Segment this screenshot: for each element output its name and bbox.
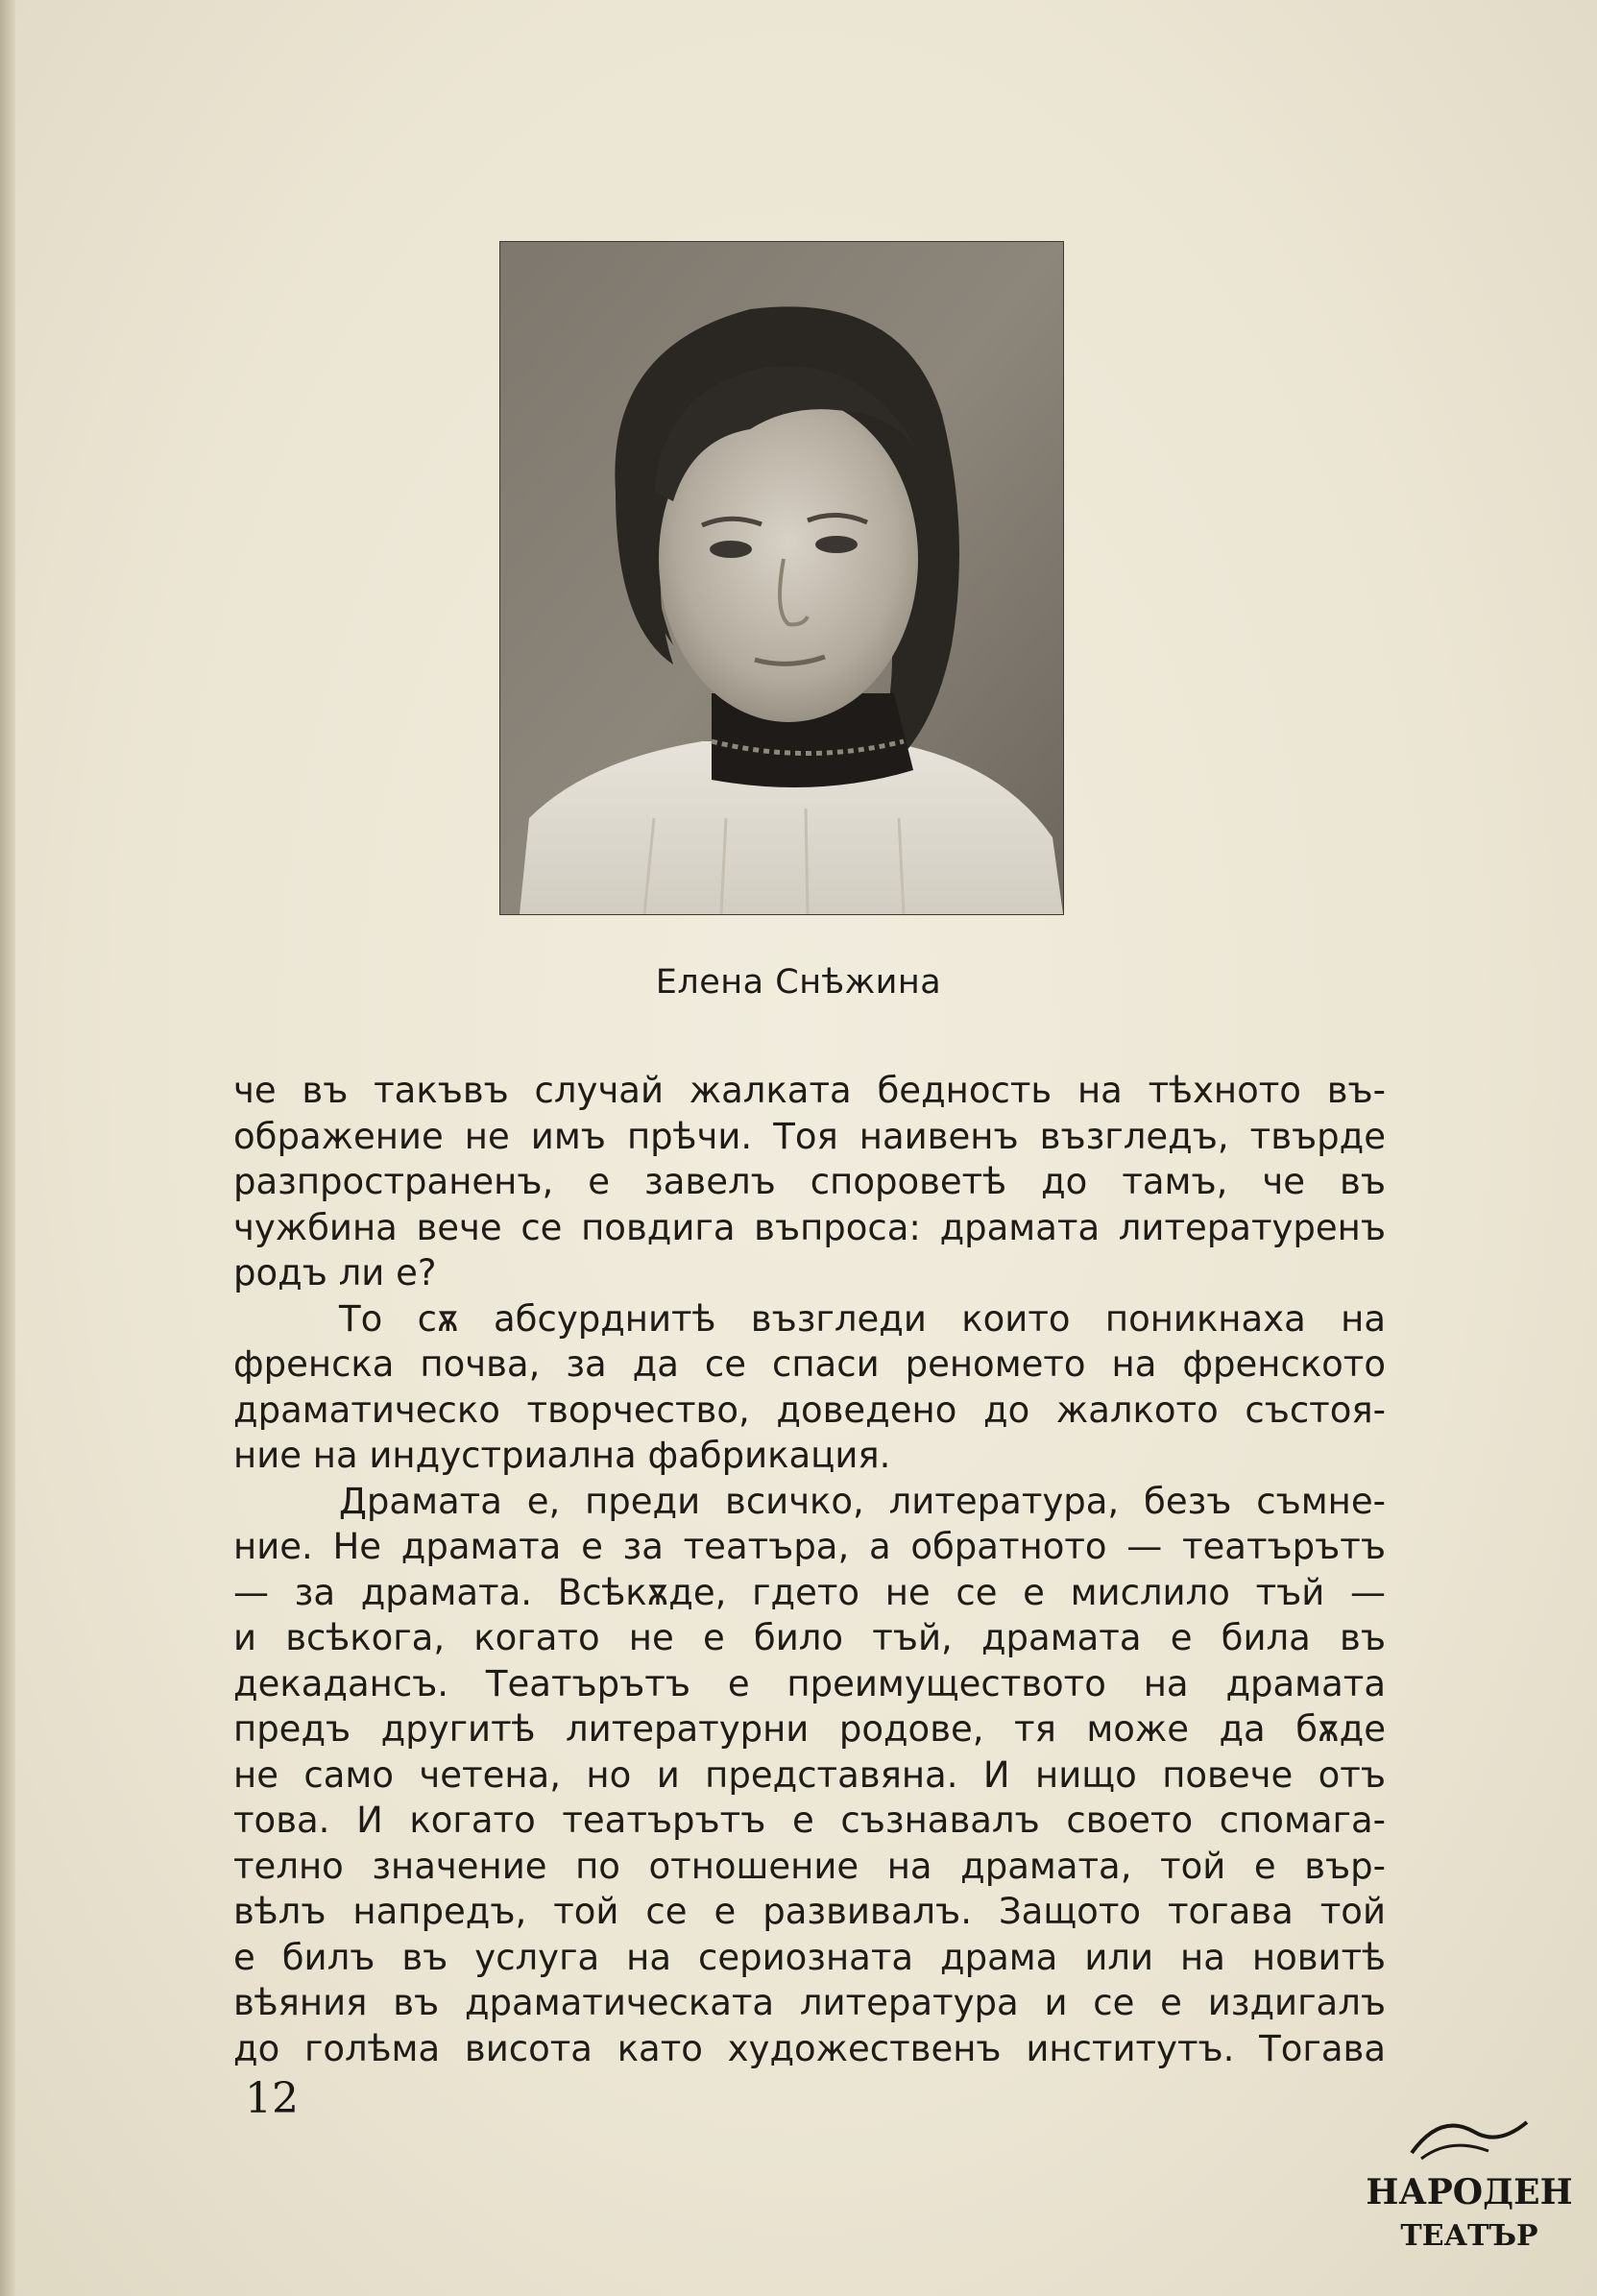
text-line: това. И когато театърътъ е съзнавалъ своето спомага- [233,1800,1386,1841]
text-line: ображение не имъ прѣчи. Тоя наивенъ възгледъ, твърде [233,1115,1386,1157]
paragraph [233,1479,1386,2072]
text-line: не само четена, но и представяна. И нищо повече отъ [233,1753,1386,1796]
text-line: ние. Не драмата е за театъра, а обратното — театърътъ [233,1526,1386,1567]
paragraph [233,1068,1386,1296]
page-number: 12 [245,2074,299,2123]
text-line: То сѫ абсурднитѣ възгледи които поникнаха на [339,1297,1386,1340]
text-line: родъ ли е? [233,1252,437,1293]
text-line: драматическо творчество, доведено до жалкото състоя- [233,1389,1386,1431]
text-line: предъ другитѣ литературни родове, тя може да бѫде [233,1708,1386,1750]
photo-caption: Елена Снѣжина [655,963,942,1002]
portrait-photo [500,242,1063,914]
text-line: че въ такъвъ случай жалката бедность на тѣхното въ- [233,1070,1386,1111]
text-line: Драмата е, преди всичко, литература, безъ съмне- [339,1480,1386,1522]
text-line: е билъ въ услуга на сериозната драма или на новитѣ [233,1936,1386,1978]
paragraph [233,1296,1386,1479]
svg-text:ТЕАТЪР: ТЕАТЪР [1400,2219,1538,2253]
theatre-stamp-logo [1366,2103,1573,2257]
text-line: декадансъ. Театърътъ е преимуществото на драмата [233,1662,1386,1704]
text-line: до голѣма висота като художественъ институтъ. Тогава [233,2027,1386,2069]
page-left-edge [0,0,15,2296]
text-line: разпространенъ, е завелъ споровeтѣ до тамъ, че въ [233,1161,1386,1202]
text-line: чужбина вече се повдига въпроса: драмата литературенъ [233,1206,1386,1248]
text-line: ние на индустриална фабрикация. [233,1435,891,1476]
text-line: и всѣкога, когато не е било тъй, драмата е била въ [233,1617,1386,1658]
text-line: вѣяния въ драматическата литература и се е издигалъ [233,1982,1386,2023]
text-line: телно значение по отношение на драмата, той е вър- [233,1845,1386,1887]
text-line: вѣлъ напредъ, той се е развивалъ. Защото тогава той [233,1891,1386,1932]
text-line: — за драмата. Всѣкѫде, гдето не се е мислило тъй — [233,1571,1386,1613]
svg-text:НАРОДЕН: НАРОДЕН [1366,2172,1573,2212]
body-text [233,1068,1386,2071]
text-line: френска почва, за да се спаси реномето на френското [233,1343,1386,1385]
